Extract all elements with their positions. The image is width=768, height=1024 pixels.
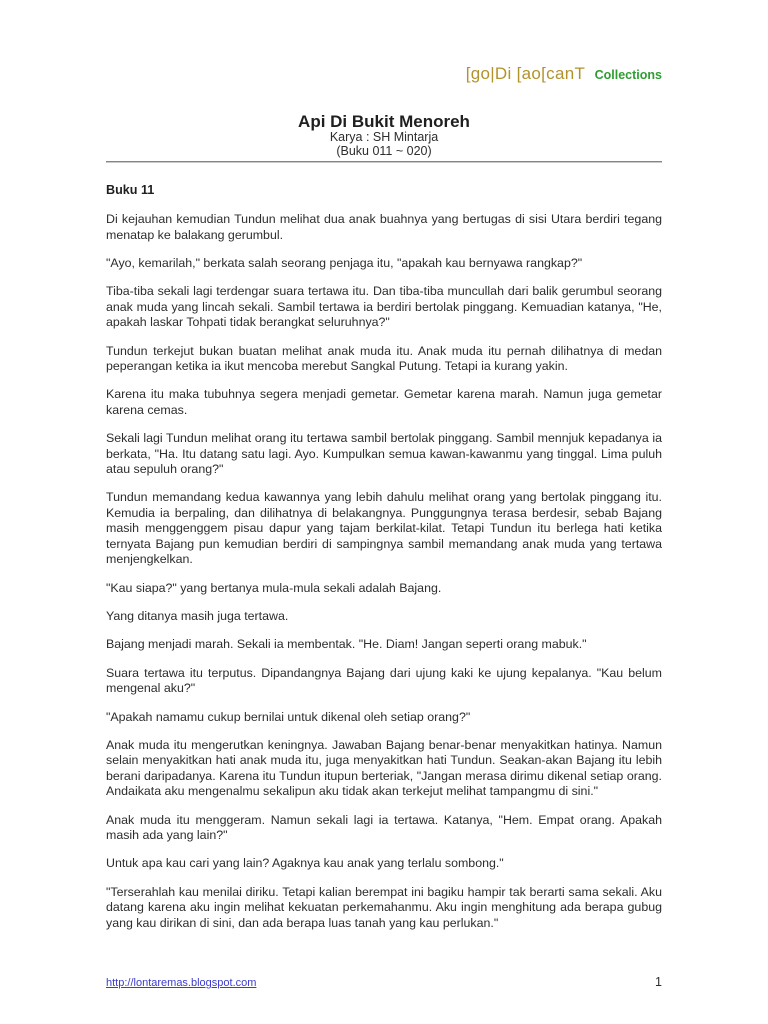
site-logo bbox=[106, 62, 662, 87]
body-paragraph: "Kau siapa?" yang bertanya mula-mula sekali adalah Bajang. bbox=[106, 580, 442, 595]
body-paragraph: "Ayo, kemarilah," berkata salah seorang penjaga itu, "apakah kau bernyawa rangkap?" bbox=[106, 256, 583, 270]
paragraphs-container bbox=[106, 212, 662, 931]
body-paragraph: Bajang menjadi marah. Sekali ia membentak. "He. Diam! Jangan seperti orang mabuk." bbox=[106, 637, 587, 652]
chapter-heading: Buku 11 bbox=[106, 183, 155, 198]
body-paragraph: Karena itu maka tubuhnya segera menjadi gemetar. Gemetar karena marah. Namun juga gemetar karena cemas. bbox=[106, 387, 662, 417]
body-paragraph: Untuk apa kau cari yang lain? Agaknya kau anak yang terlalu sombong." bbox=[106, 856, 504, 871]
logo-collections-label: Collections bbox=[594, 68, 662, 82]
page-footer bbox=[106, 975, 662, 989]
book-range: (Buku 011 ~ 020) bbox=[336, 143, 432, 158]
body-paragraph: Yang ditanya masih juga tertawa. bbox=[106, 608, 289, 623]
body-paragraph: "Apakah namamu cukup bernilai untuk dikenal oleh setiap orang?" bbox=[106, 709, 471, 724]
body-paragraph: Suara tertawa itu terputus. Dipandangnya Bajang dari ujung kaki ke ujung kepalanya. "Kau belum mengenal aku?" bbox=[106, 665, 662, 696]
body-paragraph: Sekali lagi Tundun melihat orang itu tertawa sambil bertolak pinggang. Sambil mennjuk kepadanya ia berkata, "Ha. Itu datang satu lagi. Ayo. Kumpulkan semua kawan-kawanmu yang tinggal. Lima puluh atau sepuluh orang?" bbox=[106, 431, 662, 477]
logo-wordmark: [go|Di [ao[canT bbox=[465, 64, 586, 83]
body-paragraph: Anak muda itu mengerutkan keningnya. Jawaban Bajang benar-benar menyakitkan hatinya. Namun selain menyakitkan hati anak muda itu, juga menyakitkan hati Tundun. Seakan-akan Bajang itu lebih berani daripadanya. Karena itu Tundun itupun berteriak, "Jangan merasa dirimu dikenal setiap orang. Andaikata aku mengenalmu sekalipun aku tidak akan terkejut melihat tampangmu di sini." bbox=[106, 737, 662, 799]
author-line: Karya : SH Mintarja bbox=[329, 130, 439, 144]
header-divider bbox=[106, 161, 662, 163]
book-title: Api Di Bukit Menoreh bbox=[298, 112, 470, 131]
page-content bbox=[0, 62, 768, 931]
body-paragraph: Di kejauhan kemudian Tundun melihat dua anak buahnya yang bertugas di sisi Utara berdiri tegang menatap ke balakang gerumbul. bbox=[106, 212, 662, 242]
source-link[interactable]: http://lontaremas.blogspot.com bbox=[106, 977, 257, 989]
body-paragraph: Anak muda itu menggeram. Namun sekali lagi ia tertawa. Katanya, "Hem. Empat orang. Apakah masih ada yang lain?" bbox=[106, 812, 662, 842]
page-number: 1 bbox=[655, 975, 662, 989]
body-paragraph: Tundun memandang kedua kawannya yang lebih dahulu melihat orang yang bertolak pinggang itu. Kemudia ia berpaling, dan dilihatnya di belakangnya. Punggungnya terasa berdesir, sebab Bajang masih menggenggem pisau dapur yang tajam berkilat-kilat. Tetapi Tundun itu berlega hati ketika ternyata Bajang pun kemudian berdiri di sampingnya sambil memandang anak muda yang tertawa menjengkelkan. bbox=[106, 490, 662, 567]
body-paragraph: Tundun terkejut bukan buatan melihat anak muda itu. Anak muda itu pernah dilihatnya di medan peperangan ketika ia ikut mencoba merebut Sangkal Putung. Tetapi ia kurang yakin. bbox=[106, 343, 662, 374]
body-paragraph: Tiba-tiba sekali lagi terdengar suara tertawa itu. Dan tiba-tiba muncullah dari balik gerumbul seorang anak muda yang lincah sekali. Sambil tertawa ia berdiri bertolak pinggang. Kemuadian katanya, "He, apakah laskar Tohpati tidak berangkat seluruhnya?" bbox=[106, 284, 662, 330]
body-paragraph: "Terserahlah kau menilai diriku. Tetapi kalian berempat ini bagiku hampir tak berarti sama sekali. Aku datang karena aku ingin melihat kekuatan perkemahanmu. Aku ingin menghitung ada berapa gubug yang kau dirikan di sini, dan ada berapa luas tanah yang kau perlukan." bbox=[106, 884, 662, 930]
